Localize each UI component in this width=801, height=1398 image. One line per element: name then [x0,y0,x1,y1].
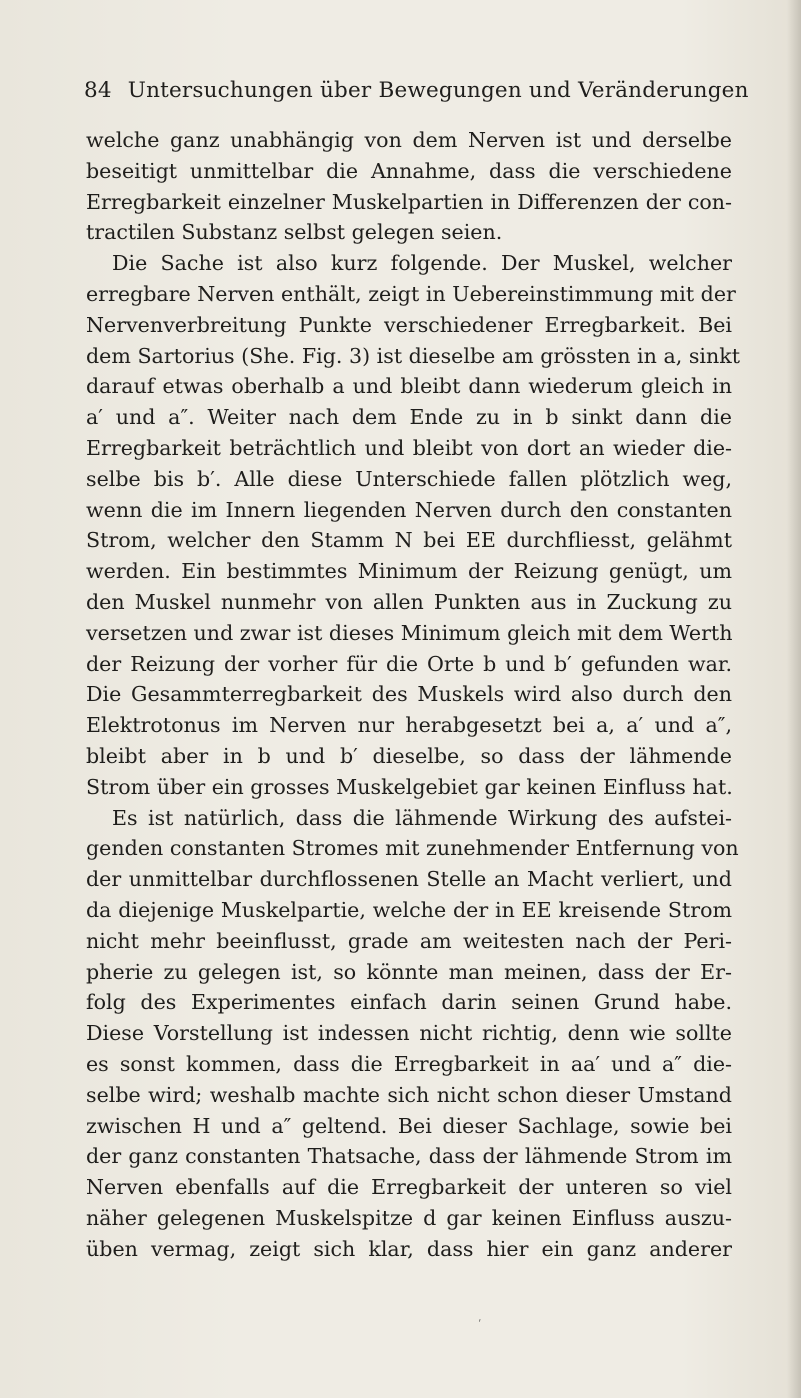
text-line: darauf etwas oberhalb a und bleibt dann wiederum gleich in [86,374,732,399]
text-line: Erregbarkeit einzelner Muskelpartien in Differenzen der con- [86,189,732,214]
text-line: der ganz constanten Thatsache, dass der lähmende Strom im [86,1144,732,1169]
text-line: Elektrotonus im Nerven nur herabgesetzt bei a, a′ und a″, [86,713,732,738]
text-line: selbe bis b′. Alle diese Unterschiede fallen plötzlich weg, [86,466,732,491]
text-line: Strom, welcher den Stamm N bei EE durchfliesst, gelähmt [86,528,732,553]
text-line: bleibt aber in b und b′ dieselbe, so dass der lähmende [86,743,732,768]
text-line: erregbare Nerven enthält, zeigt in Uebereinstimmung mit der [86,281,736,306]
text-line: da diejenige Muskelpartie, welche der in EE kreisende Strom [86,897,732,922]
text-line: Diese Vorstellung ist indessen nicht richtig, denn wie sollte [86,1021,732,1046]
text-line: wenn die im Innern liegenden Nerven durch den constanten [86,497,732,522]
text-line: Erregbarkeit beträchtlich und bleibt von dort an wieder die- [86,435,732,460]
text-line: Nerven ebenfalls auf die Erregbarkeit der unteren so viel [86,1175,732,1200]
text-line: näher gelegenen Muskelspitze d gar keinen Einfluss auszu- [86,1205,732,1230]
text-line: werden. Ein bestimmtes Minimum der Reizung genügt, um [86,559,732,584]
text-line: folg des Experimentes einfach darin seinen Grund habe. [86,990,732,1015]
text-line: a′ und a″. Weiter nach dem Ende zu in b sinkt dann die [86,405,732,430]
text-line: üben vermag, zeigt sich klar, dass hier ein ganz anderer [86,1236,732,1261]
text-line: genden constanten Stromes mit zunehmender Entfernung von [86,836,739,861]
running-title: Untersuchungen über Bewegungen und Veränderungen [127,78,749,103]
text-line: es sonst kommen, dass die Erregbarkeit in aa′ und a″ die- [86,1051,732,1076]
ink-mark: ˊ [475,1317,488,1332]
body-text [86,125,740,1264]
text-line: Es ist natürlich, dass die lähmende Wirkung des aufstei- [112,805,732,830]
text-line: welche ganz unabhängig von dem Nerven ist und derselbe [86,128,732,152]
text-line: der unmittelbar durchflossenen Stelle an Macht verliert, und [86,867,732,892]
text-line: den Muskel nunmehr von allen Punkten aus in Zuckung zu [86,589,732,614]
text-line: tractilen Substanz selbst gelegen seien. [86,220,503,245]
text-line: selbe wird; weshalb machte sich nicht schon dieser Umstand [86,1082,732,1107]
text-line: beseitigt unmittelbar die Annahme, dass die verschiedene [86,158,732,183]
text-line: Die Sache ist also kurz folgende. Der Muskel, welcher [112,251,732,276]
text-line: pherie zu gelegen ist, so könnte man meinen, dass der Er- [86,959,732,984]
text-line: nicht mehr beeinflusst, grade am weitesten nach der Peri- [86,928,732,953]
page-edge-shadow [787,0,801,1398]
text-line: zwischen H und a″ geltend. Bei dieser Sachlage, sowie bei [86,1113,732,1138]
page-header [84,78,749,112]
text-line: versetzen und zwar ist dieses Minimum gleich mit dem Werth [86,620,733,645]
text-line: dem Sartorius (She. Fig. 3) ist dieselbe am grössten in a, sinkt [86,343,740,368]
page-number: 84 [84,78,112,103]
text-line: Strom über ein grosses Muskelgebiet gar keinen Einfluss hat. [86,774,733,799]
text-line: Die Gesammterregbarkeit des Muskels wird also durch den [86,682,732,707]
text-line: der Reizung der vorher für die Orte b und b′ gefunden war. [86,651,732,676]
text-line: Nervenverbreitung Punkte verschiedener Erregbarkeit. Bei [86,312,732,337]
